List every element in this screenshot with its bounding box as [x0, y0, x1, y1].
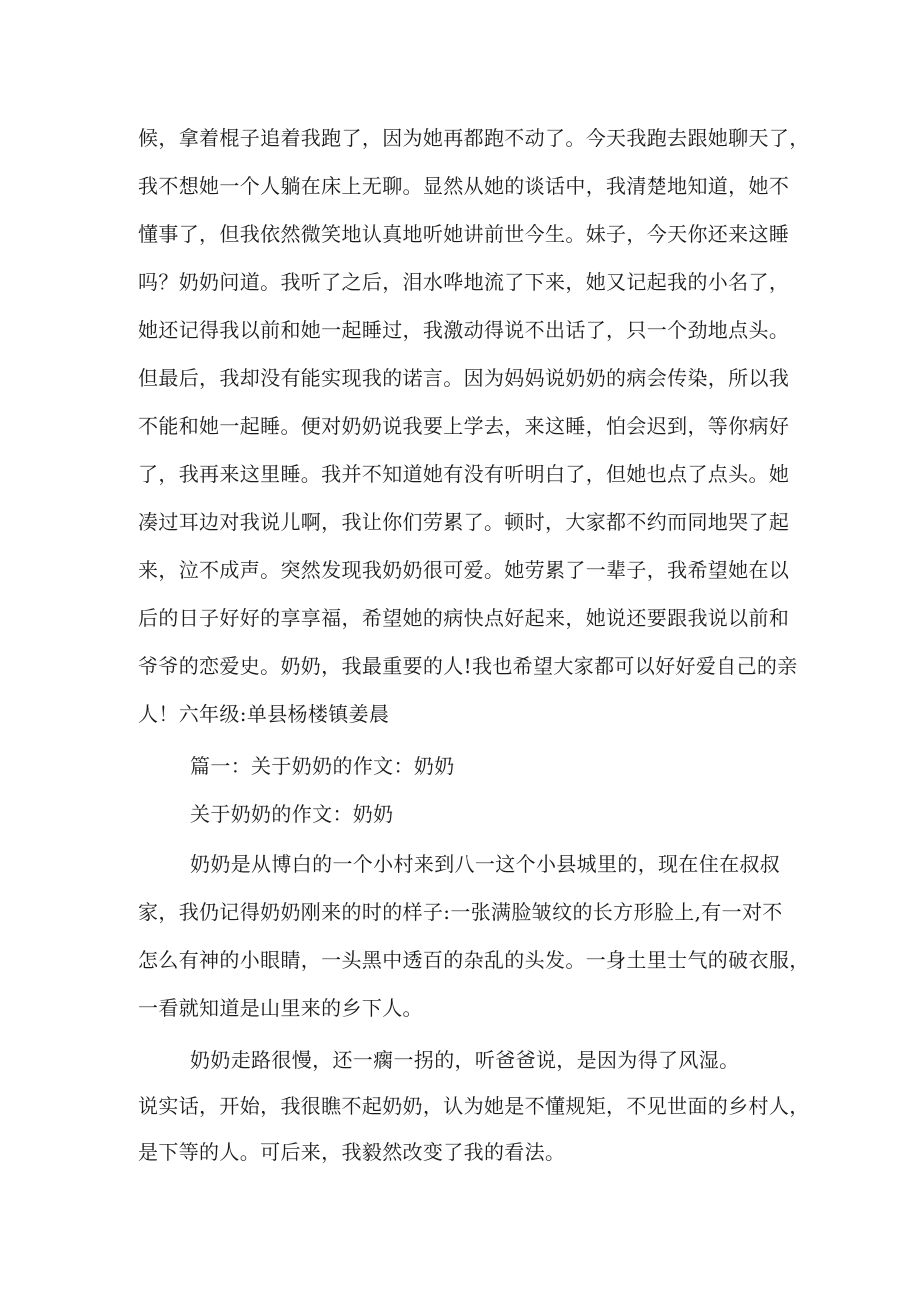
- text-line: 一看就知道是山里来的乡下人。: [138, 996, 423, 1020]
- text-line: 人！六年级:单县杨楼镇姜晨: [138, 702, 390, 726]
- text-line: 她还记得我以前和她一起睡过，我激动得说不出话了，只一个劲地点头。: [138, 318, 790, 342]
- text-line: 来，泣不成声。突然发现我奶奶很可爱。她劳累了一辈子，我希望她在以: [138, 558, 790, 582]
- text-line: 了，我再来这里睡。我并不知道她有没有听明白了，但她也点了点头。她: [138, 462, 790, 486]
- text-line: 说实话，开始，我很瞧不起奶奶，认为她是不懂规矩，不见世面的乡村人，: [138, 1094, 810, 1118]
- text-line: 吗？奶奶问道。我听了之后，泪水哗地流了下来，她又记起我的小名了，: [138, 270, 790, 294]
- text-line: 我不想她一个人躺在床上无聊。显然从她的谈话中，我清楚地知道，她不: [138, 174, 790, 198]
- text-line: 是下等的人。可后来，我毅然改变了我的看法。: [138, 1140, 566, 1164]
- text-line: 爷爷的恋爱史。奶奶，我最重要的人!我也希望大家都可以好好爱自己的亲: [138, 654, 798, 678]
- text-line: 凑过耳边对我说儿啊，我让你们劳累了。顿时，大家都不约而同地哭了起: [138, 510, 790, 534]
- text-line: 奶奶是从博白的一个小村来到八一这个小县城里的，现在住在叔叔: [190, 852, 781, 876]
- text-line: 怎么有神的小眼睛，一头黑中透百的杂乱的头发。一身土里士气的破衣服，: [138, 948, 810, 972]
- text-line: 候，拿着棍子追着我跑了，因为她再都跑不动了。今天我跑去跟她聊天了，: [138, 126, 810, 150]
- text-line: 不能和她一起睡。便对奶奶说我要上学去，来这睡，怕会迟到，等你病好: [138, 414, 790, 438]
- text-line: 奶奶走路很慢，还一瘸一拐的，听爸爸说，是因为得了风湿。: [190, 1048, 740, 1072]
- article-title: 关于奶奶的作文：奶奶: [190, 802, 394, 826]
- text-line: 懂事了，但我依然微笑地认真地听她讲前世今生。妹子，今天你还来这睡: [138, 222, 790, 246]
- text-line: 但最后，我却没有能实现我的诺言。因为妈妈说奶奶的病会传染，所以我: [138, 366, 790, 390]
- section-heading: 篇一：关于奶奶的作文：奶奶: [190, 754, 455, 778]
- text-line: 后的日子好好的享享福，希望她的病快点好起来，她说还要跟我说以前和: [138, 606, 790, 630]
- text-line: 家，我仍记得奶奶刚来的时的样子:一张满脸皱纹的长方形脸上,有一对不: [138, 900, 783, 924]
